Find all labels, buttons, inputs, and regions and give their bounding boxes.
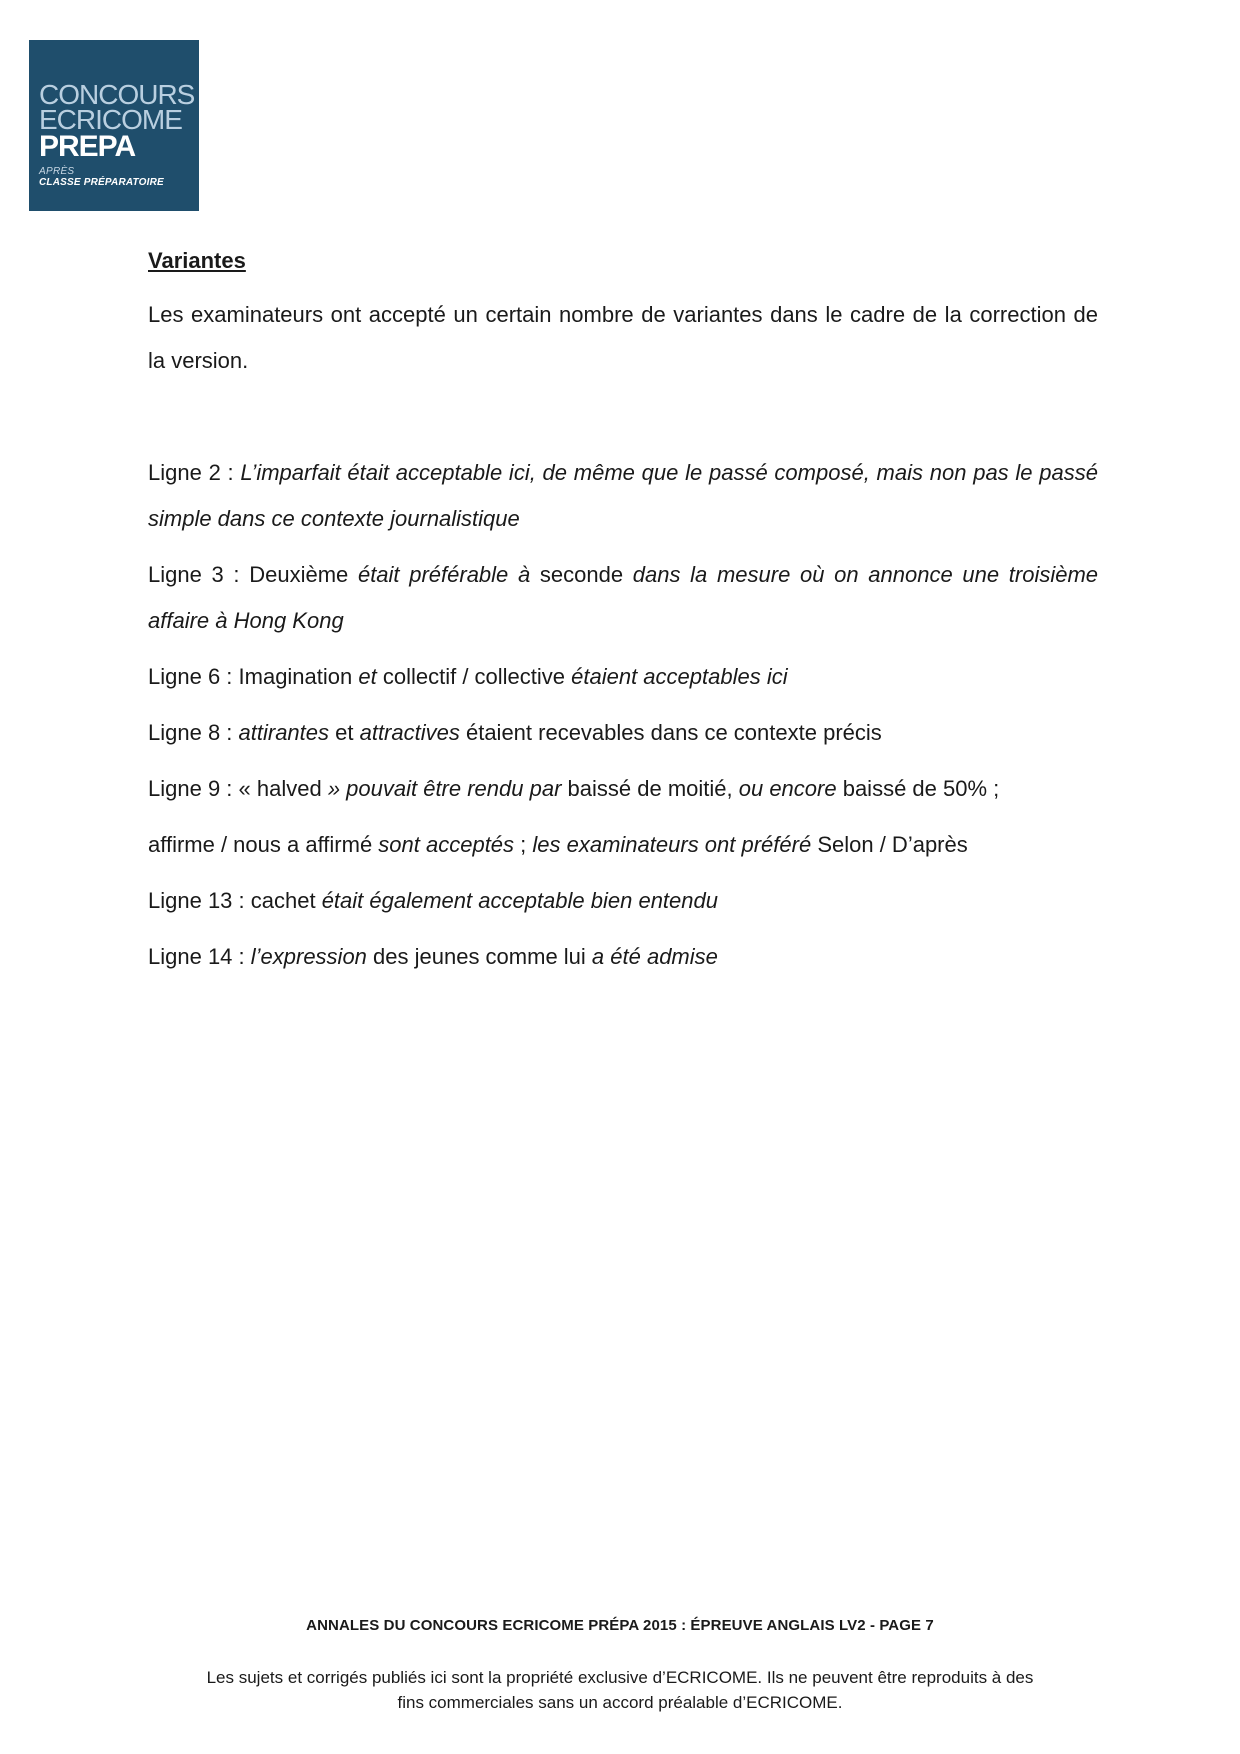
- text-segment: Ligne 14 :: [148, 944, 251, 969]
- italic-segment: l’expression: [250, 944, 367, 969]
- logo-line-ecricome: ECRICOME: [39, 104, 182, 135]
- italic-segment: ou encore: [738, 776, 837, 801]
- ecricome-logo: [29, 40, 199, 211]
- italic-segment: étaient acceptables ici: [571, 664, 788, 689]
- italic-segment: » pouvait être rendu par: [327, 776, 562, 801]
- italic-segment: et: [358, 664, 377, 689]
- logo-line-apres: APRÈS: [39, 166, 75, 177]
- text-segment: Ligne 3 : Deuxième: [148, 562, 358, 587]
- italic-segment: attirantes: [238, 720, 330, 745]
- italic-segment: L’imparfait était acceptable ici, de même que le passé composé, mais non pas le passé simple dans ce contexte journalistique: [148, 460, 1098, 531]
- footer-copyright-note: [0, 1665, 1240, 1715]
- spacer: [148, 384, 1098, 450]
- variant-line: [148, 934, 1098, 980]
- logo-line-prepa: PREPA: [39, 130, 136, 163]
- variant-list: [148, 450, 1098, 980]
- italic-segment: dans la mesure où on annonce une troisième affaire à Hong Kong: [148, 562, 1099, 633]
- variant-line: [148, 766, 1098, 812]
- document-body: [148, 238, 1098, 990]
- italic-segment: était préférable à: [357, 562, 531, 587]
- variant-line: [148, 450, 1098, 542]
- logo-line-classe-preparatoire: CLASSE PRÉPARATOIRE: [39, 177, 164, 188]
- footer-note-line-1: Les sujets et corrigés publiés ici sont la propriété exclusive d’ECRICOME. Ils ne peuvent être reproduits à des: [206, 1668, 1034, 1687]
- italic-segment: attractives: [359, 720, 460, 745]
- text-segment: étaient recevables dans ce contexte précis: [459, 720, 882, 745]
- italic-segment: sont acceptés: [378, 832, 515, 857]
- variant-line: [148, 654, 1098, 700]
- logo-line-concours: CONCOURS: [39, 79, 195, 110]
- text-segment: seconde: [530, 562, 633, 587]
- text-segment: ;: [514, 832, 533, 857]
- footer-title: ANNALES DU CONCOURS ECRICOME PRÉPA 2015 : ÉPREUVE ANGLAIS LV2 - PAGE 7: [306, 1617, 934, 1634]
- text-segment: baissé de 50% ;: [836, 776, 1000, 801]
- variant-line: [148, 878, 1098, 924]
- text-segment: affirme / nous a affirmé: [148, 832, 379, 857]
- section-heading: Variantes: [148, 248, 246, 273]
- text-segment: Ligne 9 : « halved: [148, 776, 328, 801]
- text-segment: Ligne 8 :: [148, 720, 239, 745]
- text-segment: Ligne 6 : Imagination: [148, 664, 359, 689]
- italic-segment: était également acceptable bien entendu: [321, 888, 718, 913]
- text-segment: et: [329, 720, 360, 745]
- variant-line: [148, 822, 1098, 868]
- italic-segment: les examinateurs ont préféré: [532, 832, 812, 857]
- text-segment: collectif / collective: [376, 664, 572, 689]
- intro-paragraph: Les examinateurs ont accepté un certain nombre de variantes dans le cadre de la correction de la version.: [148, 302, 1098, 373]
- text-segment: des jeunes comme lui: [366, 944, 592, 969]
- text-segment: baissé de moitié,: [561, 776, 739, 801]
- variant-line: [148, 710, 1098, 756]
- text-segment: Ligne 13 : cachet: [148, 888, 322, 913]
- text-segment: Selon / D’après: [811, 832, 968, 857]
- italic-segment: a été admise: [591, 944, 718, 969]
- variant-line: [148, 552, 1098, 644]
- footer-note-line-2: fins commerciales sans un accord préalable d’ECRICOME.: [397, 1693, 843, 1712]
- text-segment: Ligne 2 :: [148, 460, 241, 485]
